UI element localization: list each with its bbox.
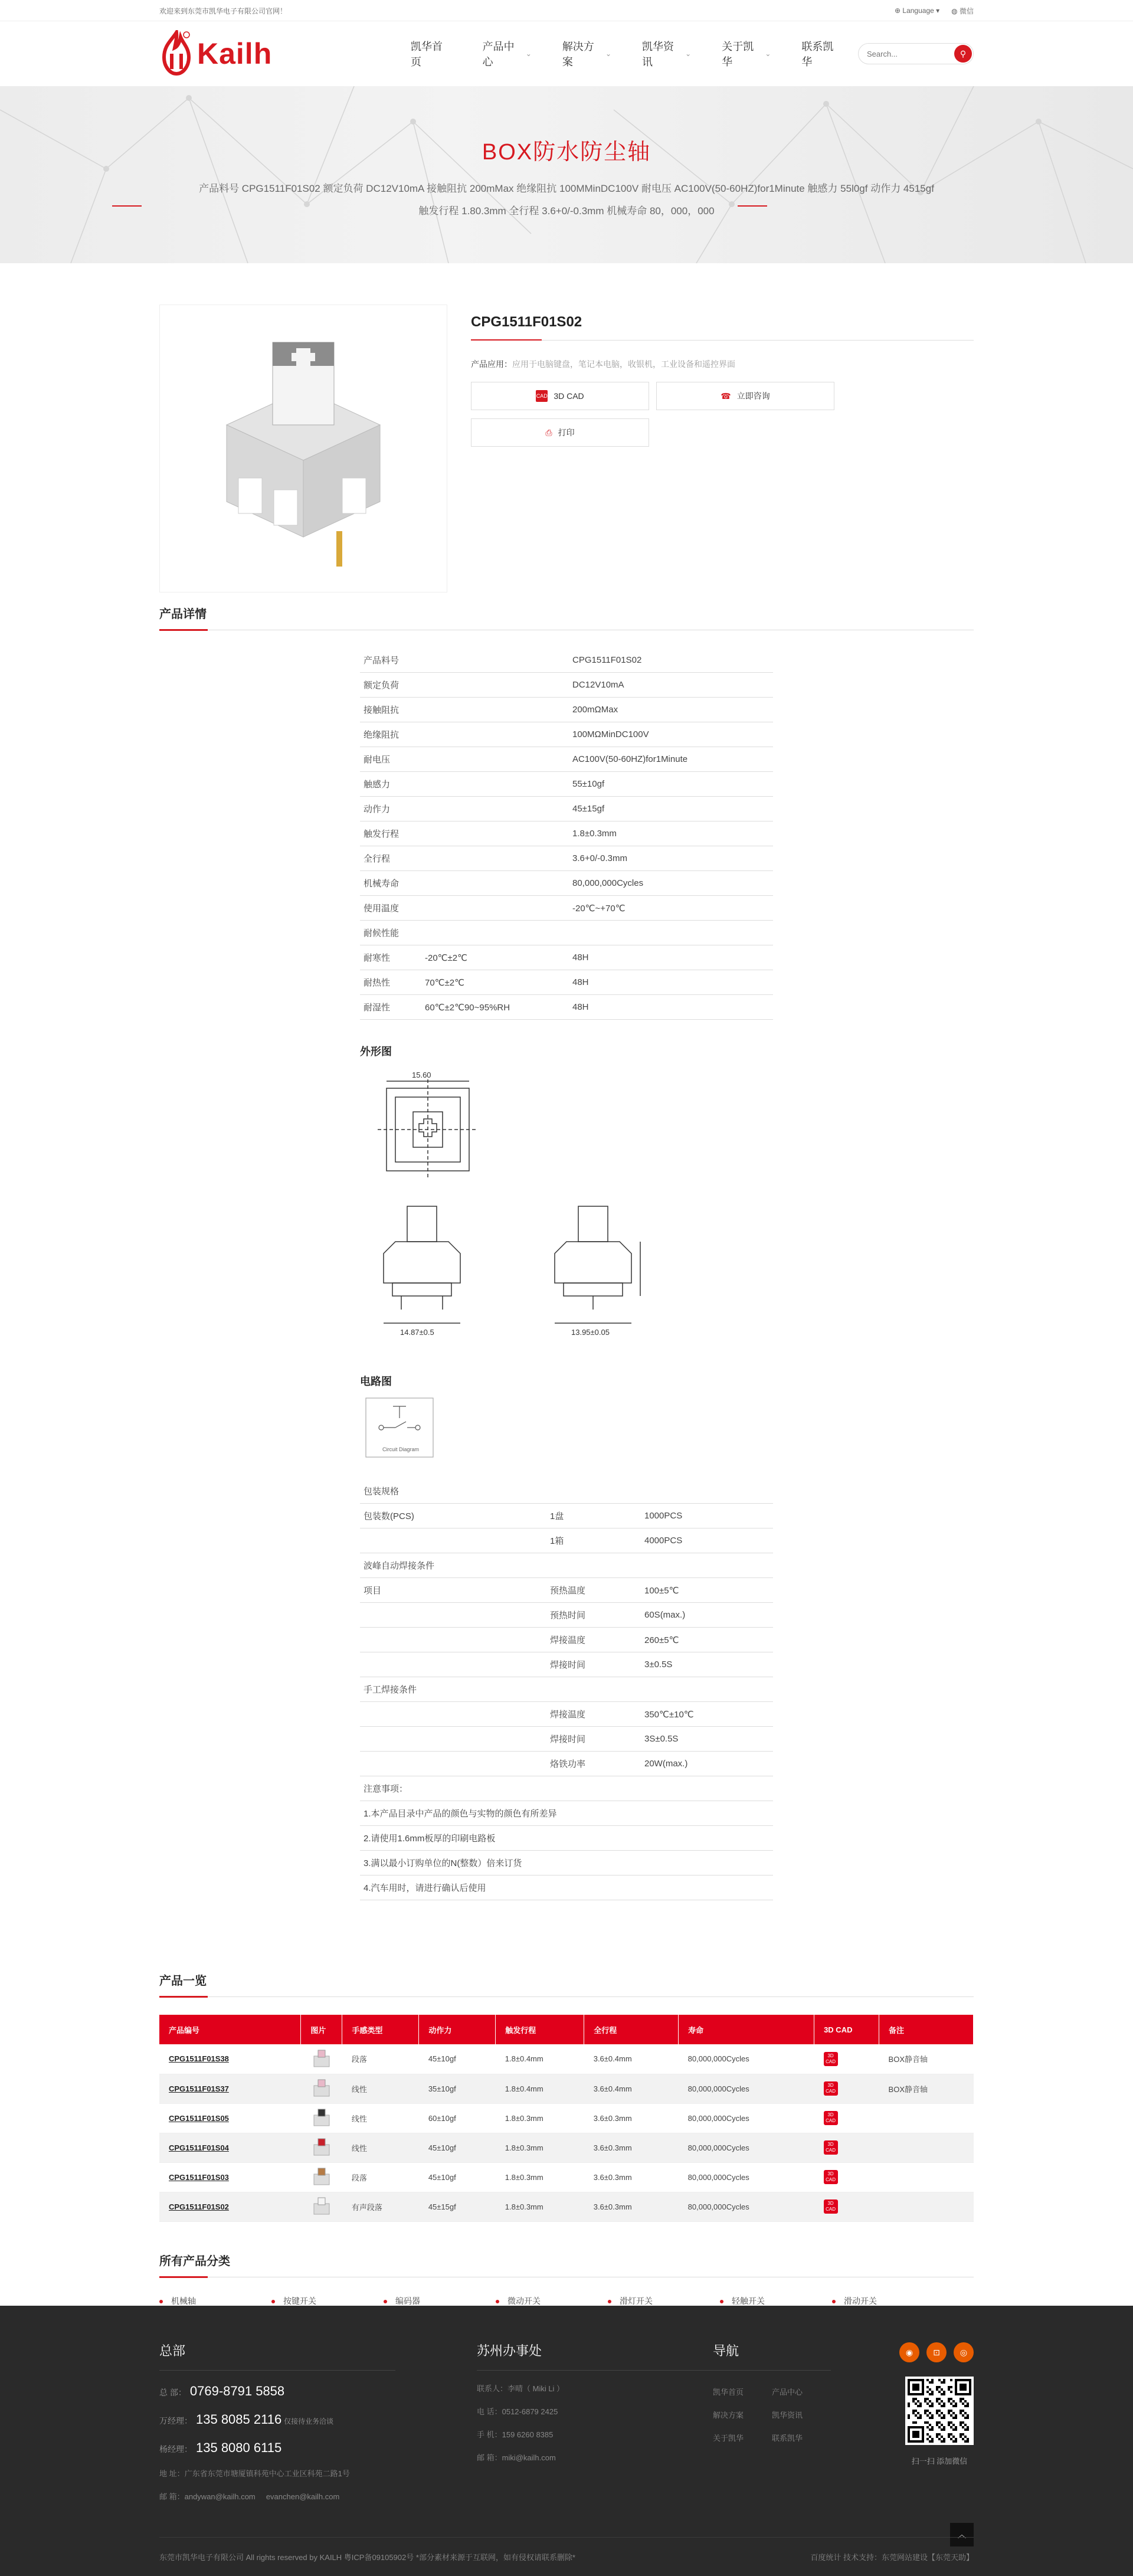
pack-row xyxy=(360,1826,773,1851)
chevron-down-icon: ⌄ xyxy=(685,50,692,58)
nav-item-label: 凯华资讯 xyxy=(642,41,674,68)
flame-icon xyxy=(159,30,194,77)
cell-feel: 线性 xyxy=(342,2133,419,2162)
product-thumb-cell xyxy=(301,2074,342,2103)
cell-total: 3.6±0.3mm xyxy=(584,2192,679,2221)
printer-icon: ⎙ xyxy=(545,427,552,437)
spec-name: 耐候性能 xyxy=(364,928,400,938)
banner-specs-line1: 产品料号 CPG1511F01S02 额定负荷 DC12V10mA 接触阻抗 200mMax 绝缘阻抗 100MMinDC100V 耐电压 AC100V(50-60HZ)for1Minute 触感力 55l0gf 动作力 4515gf xyxy=(199,183,934,194)
weather-condition: 70℃±2℃ xyxy=(425,977,464,988)
category-link[interactable]: 按键开关 xyxy=(271,2295,384,2307)
cell-life: 80,000,000Cycles xyxy=(679,2162,814,2192)
product-thumb-cell xyxy=(301,2133,342,2162)
nav-item[interactable] xyxy=(786,42,858,66)
pack-row xyxy=(360,1603,773,1628)
switch-thumbnail[interactable] xyxy=(310,2195,333,2218)
spec-value: 3.6+0/-0.3mm xyxy=(572,853,627,863)
cell-total: 3.6±0.4mm xyxy=(584,2044,679,2074)
weather-row xyxy=(360,995,773,1020)
cad-cell xyxy=(814,2192,879,2221)
nav-item-label: 凯华首页 xyxy=(411,41,443,68)
outline-drawing xyxy=(360,1065,773,1350)
footer-hq-title: 总部 xyxy=(159,2341,395,2371)
spec-value: -20℃~+70℃ xyxy=(572,903,626,914)
pack-col-2: 焊接时间 xyxy=(550,1734,586,1744)
banner-accent-left xyxy=(112,205,142,207)
hq-email: 邮 箱：andywan@kailh.com evanchen@kailh.com xyxy=(159,2492,340,2501)
header xyxy=(0,21,1133,86)
cell-life: 80,000,000Cycles xyxy=(679,2133,814,2162)
cell-pre: 1.8±0.3mm xyxy=(496,2162,584,2192)
product-thumb-cell xyxy=(301,2192,342,2221)
pack-row xyxy=(360,1801,773,1826)
pack-row xyxy=(360,1851,773,1875)
cad-cell xyxy=(814,2044,879,2074)
headset-icon: ☎ xyxy=(721,391,731,401)
product-thumb-cell xyxy=(301,2162,342,2192)
table-row xyxy=(159,2103,974,2133)
sz-mobile: 手 机：159 6260 8385 xyxy=(477,2430,554,2439)
weather-row xyxy=(360,945,773,970)
cad-download-button[interactable] xyxy=(471,382,649,410)
footer-nav-links xyxy=(713,2386,831,2443)
language-switch[interactable]: ⊕ Language ▾ xyxy=(895,6,940,15)
sz-tel: 电 话：0512-6879 2425 xyxy=(477,2407,558,2416)
cad-download-icon[interactable]: 3D CAD xyxy=(824,2140,838,2155)
spec-row xyxy=(360,747,773,772)
spec-name: 全行程 xyxy=(364,854,391,864)
table-row xyxy=(159,2162,974,2192)
cell-feel: 段落 xyxy=(342,2162,419,2192)
table-header: 备注 xyxy=(879,2015,974,2044)
cad-label: 3D CAD xyxy=(554,391,584,401)
footer-nav-title: 导航 xyxy=(713,2341,831,2371)
banner-specs-line2: 触发行程 1.80.3mm 全行程 3.6+0/-0.3mm 机械寿命 80，000，000 xyxy=(418,205,715,217)
product-title: CPG1511F01S02 xyxy=(471,305,974,341)
category-link[interactable]: 编码器 xyxy=(384,2295,496,2307)
cell-feel: 有声段落 xyxy=(342,2192,419,2221)
footer-nav-link[interactable]: 关于凯华 xyxy=(713,2434,744,2443)
footer-nav-link[interactable]: 联系凯华 xyxy=(772,2434,803,2443)
pack-col-3: 100±5℃ xyxy=(644,1585,679,1596)
product-thumb-cell xyxy=(301,2044,342,2074)
spec-name: 机械寿命 xyxy=(364,879,400,889)
switch-illustration xyxy=(173,319,433,578)
spec-table xyxy=(360,648,773,1020)
spec-value: 80,000,000Cycles xyxy=(572,878,644,888)
spec-row xyxy=(360,846,773,871)
category-section-title: 所有产品分类 xyxy=(159,2251,974,2277)
pack-row xyxy=(360,1727,773,1752)
sz-email: 邮 箱：miki@kailh.com xyxy=(477,2453,556,2462)
top-view-drawing xyxy=(378,1071,478,1180)
table-row xyxy=(159,2044,974,2074)
pack-col-2: 1箱 xyxy=(550,1536,564,1546)
switch-thumbnail[interactable] xyxy=(310,2166,333,2188)
wechat-label: 微信 xyxy=(959,6,974,15)
weather-duration: 48H xyxy=(572,1002,589,1012)
cad-cell xyxy=(814,2103,879,2133)
cell-force: 45±15gf xyxy=(419,2192,496,2221)
spec-name: 耐电压 xyxy=(364,755,391,765)
list-section-title: 产品一览 xyxy=(159,1971,974,1997)
pack-row xyxy=(360,1677,773,1702)
table-header: 产品编号 xyxy=(159,2015,301,2044)
weather-condition: 60℃±2℃90~95%RH xyxy=(425,1002,510,1013)
weibo-icon[interactable]: ◉ xyxy=(899,2342,919,2362)
tech-support-text[interactable]: 百度统计 技术支持：东莞网站建设【东莞天助】 xyxy=(810,2553,974,2562)
spec-row xyxy=(360,673,773,698)
pack-col-1: 注意事项： xyxy=(364,1784,408,1794)
cell-note: BOX静音轴 xyxy=(879,2074,974,2103)
nav-item-label: 产品中心 xyxy=(482,41,515,68)
nav-item[interactable] xyxy=(467,42,547,66)
pack-col-3: 3S±0.5S xyxy=(644,1734,679,1744)
nav-item[interactable] xyxy=(627,42,706,66)
pack-col-2: 烙铁功率 xyxy=(550,1759,586,1769)
manager1-phone xyxy=(159,2412,395,2427)
spec-name: 绝缘阻抗 xyxy=(364,730,400,740)
cell-force: 45±10gf xyxy=(419,2162,496,2192)
cad-cell xyxy=(814,2074,879,2103)
cell-total: 3.6±0.3mm xyxy=(584,2103,679,2133)
pack-col-2: 焊接温度 xyxy=(550,1635,586,1645)
spec-name: 使用温度 xyxy=(364,904,400,914)
product-list-table xyxy=(159,2015,974,2222)
weather-name: 耐寒性 xyxy=(364,953,391,963)
cell-life: 80,000,000Cycles xyxy=(679,2103,814,2133)
spec-row xyxy=(360,797,773,821)
product-overview xyxy=(0,263,1133,593)
application-text: 应用于电脑键盘，笔记本电脑，收银机，工业设备和遥控界面 xyxy=(512,359,735,369)
spec-row xyxy=(360,772,773,797)
hq-address: 地 址：广东省东莞市塘厦镇科苑中心工业区科苑二路1号 xyxy=(159,2469,350,2478)
qr-caption: 扫一扫 添加微信 xyxy=(911,2457,968,2466)
spec-row xyxy=(360,896,773,921)
cell-note xyxy=(879,2162,974,2192)
manager2-phone xyxy=(159,2440,395,2456)
cad-icon: CAD xyxy=(536,390,548,402)
pack-col-3: 4000PCS xyxy=(644,1536,683,1546)
switch-thumbnail[interactable] xyxy=(310,2077,333,2100)
cell-note: BOX静音轴 xyxy=(879,2044,974,2074)
application-label: 产品应用： xyxy=(471,359,512,369)
cell-force: 35±10gf xyxy=(419,2074,496,2103)
pack-row xyxy=(360,1504,773,1528)
cell-force: 60±10gf xyxy=(419,2103,496,2133)
hero-banner xyxy=(0,86,1133,263)
circuit-caption: Circuit Diagram xyxy=(382,1446,420,1452)
pack-col-3: 1000PCS xyxy=(644,1511,683,1521)
hq-phone xyxy=(159,2384,395,2399)
circuit-title: 电路图 xyxy=(360,1376,392,1387)
product-detail xyxy=(0,604,1133,1900)
packaging-table xyxy=(360,1479,773,1900)
hq-phone-label: 总 部： xyxy=(159,2388,186,2397)
spec-value: 100MΩMinDC100V xyxy=(572,729,649,739)
spec-value: AC100V(50-60HZ)for1Minute xyxy=(572,754,688,764)
pack-col-2: 焊接时间 xyxy=(550,1660,586,1670)
pack-col-1: 波峰自动焊接条件 xyxy=(364,1561,435,1571)
spec-row xyxy=(360,871,773,896)
pack-col-1: 包装规格 xyxy=(364,1487,400,1497)
print-button[interactable] xyxy=(471,418,649,447)
weather-condition: -20℃±2℃ xyxy=(425,953,467,963)
footer-hq xyxy=(159,2341,395,2502)
pack-col-1: 手工焊接条件 xyxy=(364,1685,417,1695)
footer-nav-link[interactable]: 凯华首页 xyxy=(713,2388,744,2397)
weather-name: 耐湿性 xyxy=(364,1003,391,1013)
spec-row xyxy=(360,722,773,747)
print-label: 打印 xyxy=(558,428,575,437)
spec-value: CPG1511F01S02 xyxy=(572,655,642,665)
cad-download-icon[interactable]: 3D CAD xyxy=(824,2081,838,2096)
category-link[interactable]: 轻触开关 xyxy=(720,2295,832,2307)
weather-name: 耐热性 xyxy=(364,978,391,988)
pack-row xyxy=(360,1752,773,1776)
banner-title: BOX防水防尘轴 xyxy=(482,140,651,165)
pack-col-1: 3.满以最小订购单位的N(整数）倍来订货 xyxy=(364,1858,522,1868)
table-row xyxy=(159,2074,974,2103)
spec-row xyxy=(360,821,773,846)
nav-item[interactable] xyxy=(395,42,467,66)
cell-life: 80,000,000Cycles xyxy=(679,2192,814,2221)
pack-col-1: 1.本产品目录中产品的颜色与实物的颜色有所差异 xyxy=(364,1809,557,1819)
consult-button[interactable] xyxy=(656,382,834,410)
spec-value: 1.8±0.3mm xyxy=(572,829,617,839)
spec-name: 触发行程 xyxy=(364,829,400,839)
pack-row xyxy=(360,1479,773,1504)
chevron-down-icon: ⌄ xyxy=(765,50,771,58)
spec-value: 55±10gf xyxy=(572,779,605,789)
pack-col-2: 焊接温度 xyxy=(550,1710,586,1720)
search-box xyxy=(858,43,974,64)
product-list-section xyxy=(0,1971,1133,2222)
footer-nav xyxy=(713,2341,831,2443)
spec-name: 接触阻抗 xyxy=(364,705,400,715)
manager1-note: 仅接待业务洽谈 xyxy=(284,2417,334,2426)
cell-note xyxy=(879,2103,974,2133)
manager1-value: 135 8085 2116 xyxy=(196,2412,282,2427)
copyright-bar xyxy=(159,2537,974,2576)
dim-top-label: 15.60 xyxy=(412,1071,431,1079)
table-header: 全行程 xyxy=(584,2015,679,2044)
main-nav xyxy=(395,42,858,66)
cell-force: 45±10gf xyxy=(419,2044,496,2074)
manager2-value: 135 8080 6115 xyxy=(196,2440,282,2455)
detail-section-title: 产品详情 xyxy=(159,604,974,630)
switch-thumbnail[interactable] xyxy=(310,2136,333,2159)
category-link[interactable]: 机械轴 xyxy=(159,2295,271,2307)
footer-nav-link[interactable]: 凯华资讯 xyxy=(772,2411,803,2420)
pack-col-3: 350℃±10℃ xyxy=(644,1709,694,1720)
cad-download-icon[interactable]: 3D CAD xyxy=(824,2052,838,2066)
spec-row xyxy=(360,921,773,945)
pack-row xyxy=(360,1628,773,1652)
brand-logo[interactable] xyxy=(159,30,395,77)
cell-life: 80,000,000Cycles xyxy=(679,2044,814,2074)
product-number-link[interactable]: CPG1511F01S03 xyxy=(159,2162,301,2192)
cad-cell xyxy=(814,2133,879,2162)
cell-life: 80,000,000Cycles xyxy=(679,2074,814,2103)
weather-duration: 48H xyxy=(572,953,589,963)
manager1-label: 万经理： xyxy=(159,2416,192,2426)
table-header: 寿命 xyxy=(679,2015,814,2044)
pack-row xyxy=(360,1875,773,1900)
qr-code-icon xyxy=(905,2377,974,2445)
cell-force: 45±10gf xyxy=(419,2133,496,2162)
spec-name: 动作力 xyxy=(364,804,391,814)
table-row xyxy=(159,2133,974,2162)
category-link[interactable]: 滑灯开关 xyxy=(608,2295,720,2307)
wechat-qr xyxy=(905,2377,974,2466)
cell-total: 3.6±0.3mm xyxy=(584,2133,679,2162)
spec-value: 200mΩMax xyxy=(572,705,618,715)
circuit-diagram xyxy=(360,1395,773,1461)
weather-row xyxy=(360,970,773,995)
category-link[interactable]: 滑动开关 xyxy=(832,2295,944,2307)
spec-name: 触感力 xyxy=(364,780,391,790)
pack-col-3: 20W(max.) xyxy=(644,1759,688,1769)
footer-suzhou xyxy=(477,2341,713,2463)
cad-download-icon[interactable]: 3D CAD xyxy=(824,2199,838,2214)
cell-total: 3.6±0.3mm xyxy=(584,2162,679,2192)
table-header: 动作力 xyxy=(419,2015,496,2044)
footer-suzhou-title: 苏州办事处 xyxy=(477,2341,713,2371)
manager2-label: 杨经理： xyxy=(159,2444,192,2454)
pack-col-2: 预热温度 xyxy=(550,1586,586,1596)
pack-row xyxy=(360,1528,773,1553)
dim-b-label: 13.95±0.05 xyxy=(571,1328,610,1337)
search-icon: ⚲ xyxy=(960,48,967,58)
pack-col-1: 4.汽车用时，请进行确认后使用 xyxy=(364,1883,486,1893)
brand-name: Kailh xyxy=(197,37,273,70)
cell-note xyxy=(879,2133,974,2162)
cell-feel: 线性 xyxy=(342,2103,419,2133)
pack-col-3: 260±5℃ xyxy=(644,1635,679,1645)
table-row xyxy=(159,2192,974,2221)
pack-col-1: 项目 xyxy=(364,1586,382,1596)
table-header: 图片 xyxy=(301,2015,342,2044)
cad-download-icon[interactable]: 3D CAD xyxy=(824,2170,838,2184)
globe-icon: ⊕ xyxy=(895,6,901,15)
spec-name: 产品料号 xyxy=(364,656,400,666)
cell-pre: 1.8±0.4mm xyxy=(496,2044,584,2074)
product-number-link[interactable]: CPG1511F01S38 xyxy=(159,2044,301,2074)
wechat-icon: ◍ xyxy=(951,6,958,15)
cad-cell xyxy=(814,2162,879,2192)
social-icons xyxy=(899,2342,974,2362)
cell-feel: 线性 xyxy=(342,2074,419,2103)
wechat-link[interactable] xyxy=(951,6,974,16)
front-view-drawing xyxy=(384,1206,460,1337)
chevron-down-icon: ⌄ xyxy=(525,50,532,58)
pack-row xyxy=(360,1702,773,1727)
footer-nav-link[interactable]: 解决方案 xyxy=(713,2411,744,2420)
table-header: 手感类型 xyxy=(342,2015,419,2044)
cell-pre: 1.8±0.4mm xyxy=(496,2074,584,2103)
product-number-link[interactable]: CPG1511F01S37 xyxy=(159,2074,301,2103)
category-link[interactable]: 微动开关 xyxy=(496,2295,608,2307)
product-number-link[interactable]: CPG1511F01S02 xyxy=(159,2192,301,2221)
side-view-drawing xyxy=(555,1206,640,1337)
search-button[interactable] xyxy=(954,45,972,63)
spec-row xyxy=(360,648,773,673)
nav-item-label: 联系凯华 xyxy=(801,41,834,68)
chevron-up-icon: ︿ xyxy=(958,2530,966,2539)
consult-label: 立即咨询 xyxy=(736,391,770,401)
switch-thumbnail[interactable] xyxy=(310,2048,333,2070)
taobao-icon[interactable]: ⊡ xyxy=(926,2342,947,2362)
pack-col-1: 2.请使用1.6mm板厚的印刷电路板 xyxy=(364,1834,496,1844)
cell-pre: 1.8±0.3mm xyxy=(496,2103,584,2133)
footer-nav-link[interactable]: 产品中心 xyxy=(772,2388,803,2397)
hq-phone-value: 0769-8791 5858 xyxy=(189,2384,285,2398)
switch-thumbnail[interactable] xyxy=(310,2107,333,2129)
nav-item[interactable] xyxy=(547,42,627,66)
pack-col-3: 3±0.5S xyxy=(644,1659,673,1670)
footer xyxy=(0,2306,1133,2576)
welcome-text: 欢迎来到东莞市凯华电子有限公司官网！ xyxy=(159,6,287,15)
pack-col-3: 60S(max.) xyxy=(644,1610,686,1620)
cell-pre: 1.8±0.3mm xyxy=(496,2133,584,2162)
product-number-link[interactable]: CPG1511F01S04 xyxy=(159,2133,301,2162)
pack-col-1: 包装数(PCS) xyxy=(364,1511,414,1521)
product-thumb-cell xyxy=(301,2103,342,2133)
weather-duration: 48H xyxy=(572,977,589,987)
nav-item[interactable] xyxy=(706,42,786,66)
pack-row xyxy=(360,1652,773,1677)
cell-pre: 1.8±0.3mm xyxy=(496,2192,584,2221)
nav-item-label: 解决方案 xyxy=(562,41,594,68)
language-label: Language xyxy=(902,6,934,15)
outline-title: 外形图 xyxy=(360,1046,392,1058)
cell-feel: 段落 xyxy=(342,2044,419,2074)
copyright-text: 东莞市凯华电子有限公司 All rights reserved by KAILH 粤ICP备09105902号 *部分素材来源于互联网，如有侵权请联系删除* xyxy=(159,2553,576,2562)
spec-value: 45±15gf xyxy=(572,804,605,814)
spec-name: 额定负荷 xyxy=(364,680,400,690)
top-bar xyxy=(0,0,1133,21)
nav-item-label: 关于凯华 xyxy=(722,41,754,68)
pack-row xyxy=(360,1776,773,1801)
cell-note xyxy=(879,2192,974,2221)
table-header: 3D CAD xyxy=(814,2015,879,2044)
product-application xyxy=(471,358,974,370)
dim-a-label: 14.87±0.5 xyxy=(400,1328,434,1337)
pack-row xyxy=(360,1578,773,1603)
spec-value: DC12V10mA xyxy=(572,680,624,690)
cell-total: 3.6±0.4mm xyxy=(584,2074,679,2103)
chevron-down-icon: ⌄ xyxy=(605,50,612,58)
table-header: 触发行程 xyxy=(496,2015,584,2044)
search-input[interactable] xyxy=(867,50,949,58)
sz-contact: 联系人：李晴（ Miki Li ） xyxy=(477,2384,565,2393)
spec-row xyxy=(360,698,773,722)
pack-col-2: 1盘 xyxy=(550,1511,564,1521)
product-number-link[interactable]: CPG1511F01S05 xyxy=(159,2103,301,2133)
browser-icon[interactable]: ◎ xyxy=(954,2342,974,2362)
cad-download-icon[interactable]: 3D CAD xyxy=(824,2111,838,2125)
pack-row xyxy=(360,1553,773,1578)
banner-accent-right xyxy=(738,205,767,207)
product-image xyxy=(159,305,447,593)
pack-col-2: 预热时间 xyxy=(550,1611,586,1621)
